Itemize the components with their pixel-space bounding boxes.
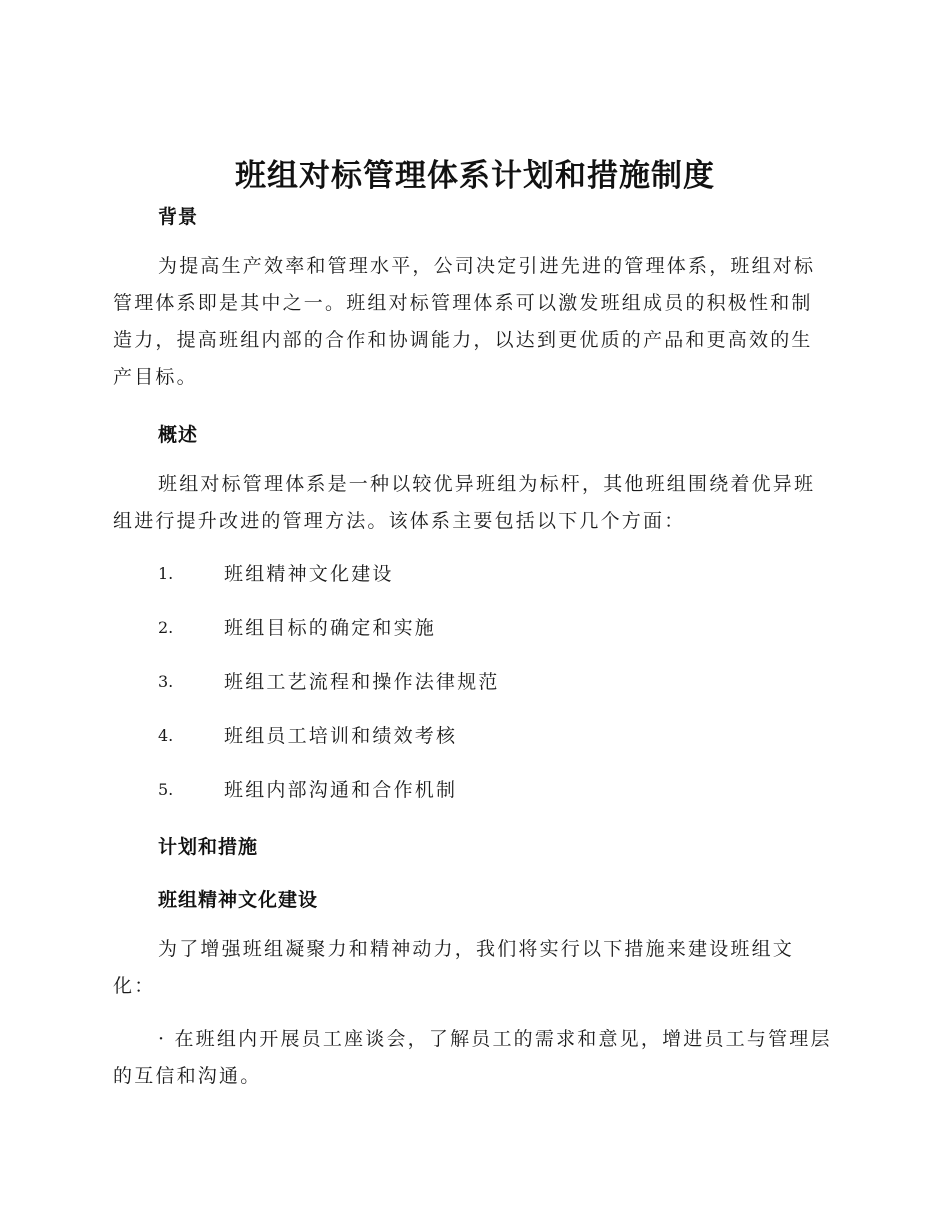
list-text: 班组目标的确定和实施 [224,617,437,639]
list-text: 班组员工培训和绩效考核 [224,725,458,747]
list-number: 2. [158,618,174,637]
list-text: 班组精神文化建设 [224,563,394,585]
paragraph-culture: 为了增强班组凝聚力和精神动力，我们将实行以下措施来建设班组文化： [113,938,795,997]
list-number: 3. [158,672,174,691]
list-text: 班组内部沟通和合作机制 [224,779,458,801]
bullet-paragraph: · 在班组内开展员工座谈会，了解员工的需求和意见，增进员工与管理层的互信和沟通。 [113,1028,832,1087]
heading-plan: 计划和措施 [158,836,259,858]
list-number: 1. [158,564,174,583]
document-title: 班组对标管理体系计划和措施制度 [235,158,715,194]
heading-background: 背景 [158,206,199,228]
paragraph-background: 为提高生产效率和管理水平，公司决定引进先进的管理体系，班组对标管理体系即是其中之一。班组对标管理体系可以激发班组成员的积极性和制造力，提高班组内部的合作和协调能力，以达到更优质的产品和更高效的生产目标。 [113,255,816,388]
list-text: 班组工艺流程和操作法律规范 [224,671,500,693]
heading-overview: 概述 [158,424,199,446]
subheading-culture: 班组精神文化建设 [158,889,319,911]
list-number: 5. [158,780,174,799]
paragraph-overview: 班组对标管理体系是一种以较优异班组为标杆，其他班组围绕着优异班组进行提升改进的管理方法。该体系主要包括以下几个方面： [113,473,816,532]
list-number: 4. [158,726,174,745]
